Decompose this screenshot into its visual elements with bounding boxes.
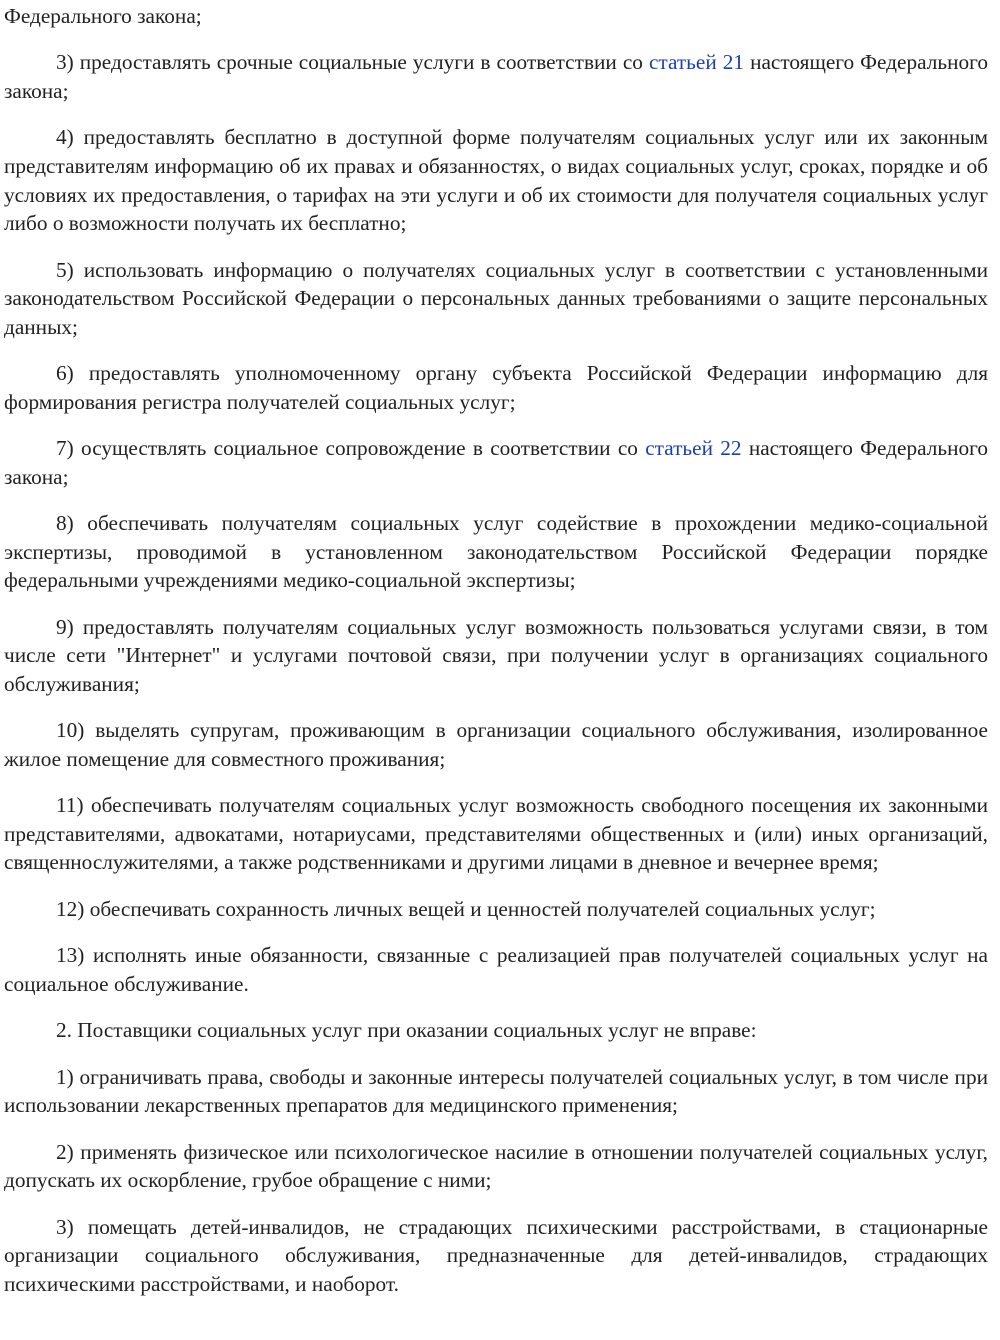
- paragraph-text: настоящего Федерального закона;: [4, 50, 988, 103]
- paragraph-text: 3) помещать детей-инвалидов, не страдающих психическими расстройствами, в стационарные организации социального обслуживания, предназначенные для детей-инвалидов, страдающих психическими расстройствами, и наоборот.: [4, 1214, 988, 1296]
- article-link[interactable]: статьей 22: [645, 436, 742, 461]
- paragraph: [4, 48, 988, 105]
- paragraph: [4, 2, 988, 31]
- paragraph: [4, 1213, 988, 1299]
- paragraph: [4, 613, 988, 699]
- paragraph: [4, 1063, 988, 1120]
- paragraph: [4, 716, 988, 773]
- paragraph-text: 11) обеспечивать получателям социальных услуг возможность свободного посещения их законными представителями, адвокатами, нотариусами, представителями общественных и (или) иных организаций, священнослужителями, а также родственниками и другими лицами в дневное и вечернее время;: [4, 793, 988, 875]
- article-link[interactable]: статьей 21: [648, 50, 745, 75]
- paragraph-text: 2) применять физическое или психологическое насилие в отношении получателей социальных услуг, допускать их оскорбление, грубое обращение с ними;: [4, 1139, 988, 1193]
- paragraph-text: 8) обеспечивать получателям социальных услуг содействие в прохождении медико-социальной экспертизы, проводимой в установленном законодательством Российской Федерации порядке федеральными учреждениями медико-социальной экспертизы;: [4, 511, 988, 593]
- paragraph-text: Федерального закона;: [4, 4, 202, 28]
- paragraph: [4, 941, 988, 998]
- paragraph-text: 5) использовать информацию о получателях социальных услуг в соответствии с установленными законодательством Российской Федерации о персональных данных требованиями о защите персональных данных;: [4, 257, 988, 339]
- paragraph-text: 10) выделять супругам, проживающим в организации социального обслуживания, изолированное жилое помещение для совместного проживания;: [4, 718, 988, 771]
- paragraph: [4, 359, 988, 416]
- paragraph-text: 3) предоставлять срочные социальные услуги в соответствии со: [56, 50, 649, 75]
- paragraph: [4, 895, 988, 924]
- paragraph: [4, 509, 988, 595]
- paragraph-text: 13) исполнять иные обязанности, связанные с реализацией прав получателей социальных услуг на социальное обслуживание.: [4, 943, 988, 996]
- paragraph-text: 9) предоставлять получателям социальных услуг возможность пользоваться услугами связи, в том числе сети "Интернет" и услугами почтовой связи, при получении услуг в организациях социального обслуживания;: [4, 614, 988, 696]
- paragraph-text: 7) осуществлять социальное сопровождение в соответствии со: [56, 436, 646, 461]
- paragraph-text: настоящего Федерального закона;: [4, 436, 988, 489]
- paragraph-text: 4) предоставлять бесплатно в доступной форме получателям социальных услуг или их законным представителям информацию об их правах и обязанностях, о видах социальных услуг, сроках, порядке и об условиях их предоставления, о тарифах на эти услуги и об их стоимости для получателя социальных услуг либо о возможности получать их бесплатно;: [4, 125, 988, 236]
- paragraph: [4, 791, 988, 877]
- paragraph-text: 12) обеспечивать сохранность личных вещей и ценностей получателей социальных услуг;: [56, 896, 876, 921]
- paragraph: [4, 1138, 988, 1195]
- paragraph: [4, 256, 988, 342]
- paragraph: [4, 123, 988, 237]
- paragraph-text: 1) ограничивать права, свободы и законные интересы получателей социальных услуг, в том числе при использовании лекарственных препаратов для медицинского применения;: [4, 1064, 988, 1118]
- paragraph-text: 6) предоставлять уполномоченному органу субъекта Российской Федерации информацию для формирования регистра получателей социальных услуг;: [4, 361, 988, 414]
- paragraph-text: 2. Поставщики социальных услуг при оказании социальных услуг не вправе:: [56, 1018, 757, 1043]
- paragraph: [4, 1016, 988, 1045]
- document-page: [4, 2, 988, 1316]
- paragraph: [4, 434, 988, 491]
